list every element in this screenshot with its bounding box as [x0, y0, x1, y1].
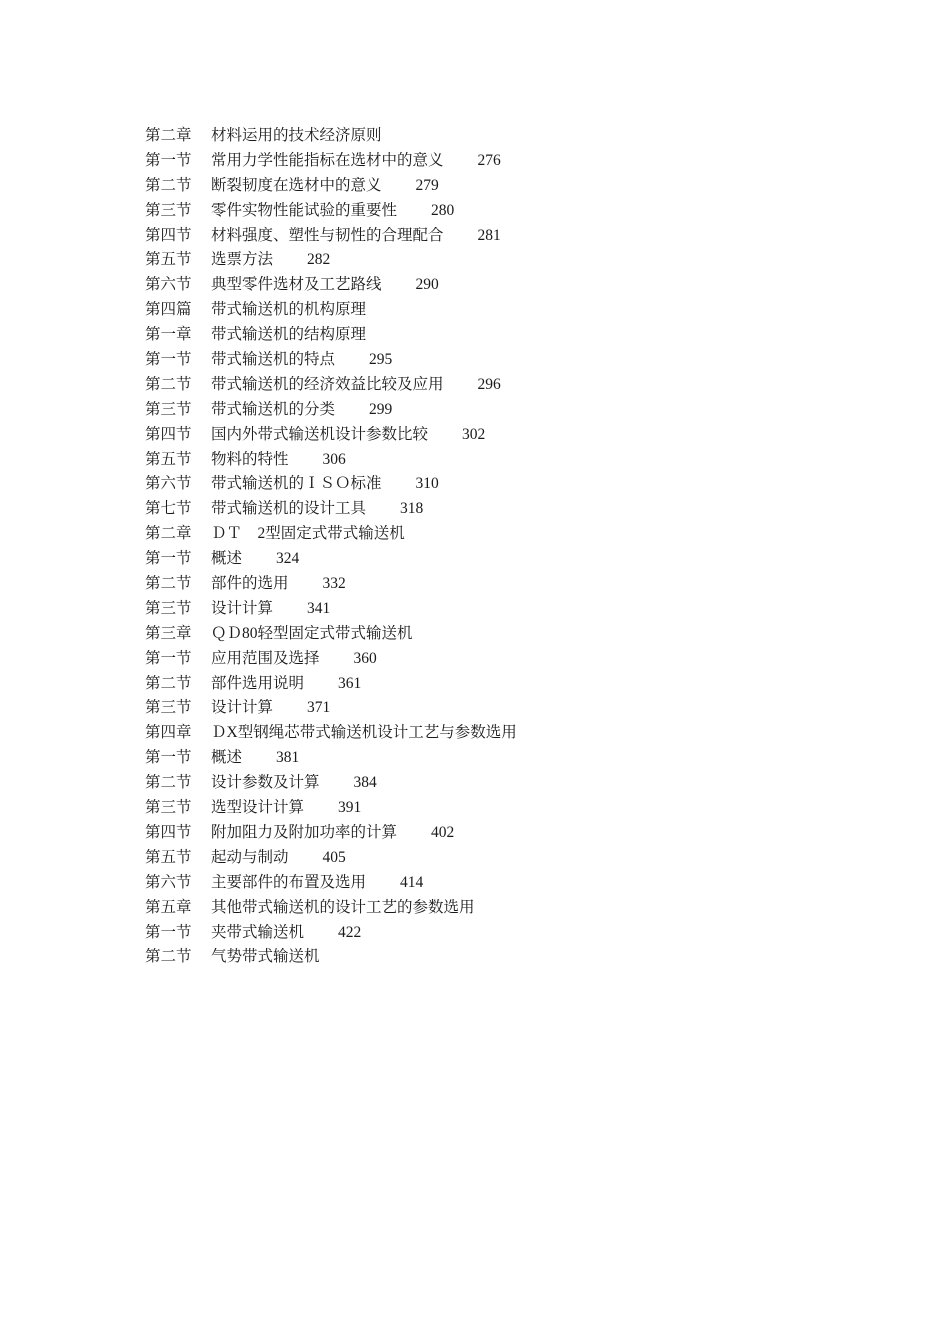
toc-entry [145, 398, 517, 423]
toc-entry [145, 896, 517, 921]
entry-title: 部件的选用 [211, 575, 289, 593]
entry-page-number: 405 [322, 848, 346, 866]
entry-page-number: 324 [276, 550, 300, 568]
toc-entry [145, 597, 517, 622]
entry-title: 主要部件的布置及选用 [211, 873, 367, 891]
toc-entry [145, 945, 517, 970]
entry-title: 带式输送机的机构原理 [211, 301, 367, 319]
entry-page-number: 280 [431, 201, 455, 219]
entry-title: 常用力学性能指标在选材中的意义 [211, 151, 444, 169]
entry-title: 带式输送机的特点 [211, 351, 336, 369]
entry-title: 国内外带式输送机设计参数比较 [211, 425, 429, 443]
entry-label: 第三节 [145, 400, 192, 418]
toc-entry [145, 423, 517, 448]
entry-title: 带式输送机的分类 [211, 400, 336, 418]
entry-title: 带式输送机的结构原理 [211, 326, 367, 344]
entry-title: 设计参数及计算 [211, 774, 320, 792]
entry-label: 第三节 [145, 201, 192, 219]
entry-title: 物料的特性 [211, 450, 289, 468]
entry-page-number: 282 [307, 251, 331, 269]
entry-page-number: 422 [338, 923, 362, 941]
toc-entry [145, 846, 517, 871]
entry-label: 第一节 [145, 749, 192, 767]
entry-title: 概述 [211, 550, 243, 568]
entry-label: 第五节 [145, 450, 192, 468]
entry-title: 起动与制动 [211, 848, 289, 866]
entry-label: 第一节 [145, 649, 192, 667]
entry-label: 第五节 [145, 251, 192, 269]
entry-label: 第四节 [145, 226, 192, 244]
entry-label: 第二节 [145, 948, 192, 966]
entry-title: 夹带式输送机 [211, 923, 305, 941]
entry-title: 材料强度、塑性与韧性的合理配合 [211, 226, 444, 244]
entry-label: 第六节 [145, 873, 192, 891]
entry-page-number: 295 [369, 351, 393, 369]
entry-label: 第四篇 [145, 301, 192, 319]
toc-entry [145, 696, 517, 721]
entry-page-number: 341 [307, 599, 331, 617]
entry-label: 第五章 [145, 898, 192, 916]
entry-label: 第四章 [145, 724, 192, 742]
entry-page-number: 299 [369, 400, 393, 418]
entry-page-number: 310 [415, 475, 439, 493]
entry-label: 第一章 [145, 326, 192, 344]
entry-label: 第四节 [145, 425, 192, 443]
entry-page-number: 384 [353, 774, 377, 792]
toc-entry [145, 871, 517, 896]
toc-entry [145, 174, 517, 199]
entry-title: 零件实物性能试验的重要性 [211, 201, 398, 219]
toc-entry [145, 821, 517, 846]
entry-title: ＤＴ 2型固定式带式输送机 [211, 525, 405, 543]
toc-entry [145, 522, 517, 547]
entry-title: ＱＤ80轻型固定式带式输送机 [211, 624, 413, 642]
toc-entry [145, 771, 517, 796]
entry-page-number: 360 [353, 649, 377, 667]
entry-page-number: 290 [415, 276, 439, 294]
toc-entry [145, 622, 517, 647]
toc-entry [145, 796, 517, 821]
entry-title: 设计计算 [211, 699, 274, 717]
toc-entry [145, 373, 517, 398]
toc-entry [145, 721, 517, 746]
entry-page-number: 402 [431, 823, 455, 841]
entry-page-number: 302 [462, 425, 486, 443]
toc-entry [145, 647, 517, 672]
entry-page-number: 318 [400, 500, 424, 518]
toc-entry [145, 448, 517, 473]
entry-title: 附加阻力及附加功率的计算 [211, 823, 398, 841]
entry-label: 第一节 [145, 550, 192, 568]
entry-label: 第二节 [145, 176, 192, 194]
entry-label: 第二节 [145, 375, 192, 393]
entry-label: 第六节 [145, 276, 192, 294]
entry-label: 第二节 [145, 575, 192, 593]
entry-title: 带式输送机的设计工具 [211, 500, 367, 518]
entry-page-number: 276 [477, 151, 501, 169]
entry-title: ＤX型钢绳芯带式输送机设计工艺与参数选用 [211, 724, 517, 742]
entry-label: 第一节 [145, 351, 192, 369]
entry-title: 断裂韧度在选材中的意义 [211, 176, 382, 194]
entry-page-number: 281 [477, 226, 501, 244]
entry-page-number: 414 [400, 873, 424, 891]
entry-label: 第七节 [145, 500, 192, 518]
entry-title: 带式输送机的ＩＳＯ标准 [211, 475, 382, 493]
entry-label: 第三节 [145, 799, 192, 817]
toc-entry [145, 323, 517, 348]
entry-title: 其他带式输送机的设计工艺的参数选用 [211, 898, 475, 916]
entry-label: 第二章 [145, 525, 192, 543]
toc-entry [145, 273, 517, 298]
entry-label: 第一节 [145, 923, 192, 941]
entry-label: 第六节 [145, 475, 192, 493]
entry-label: 第二节 [145, 674, 192, 692]
entry-label: 第一节 [145, 151, 192, 169]
entry-label: 第三节 [145, 699, 192, 717]
toc-entry [145, 746, 517, 771]
entry-label: 第二章 [145, 127, 192, 144]
entry-title: 选票方法 [211, 251, 274, 269]
entry-page-number: 381 [276, 749, 300, 767]
entry-label: 第四节 [145, 823, 192, 841]
toc-entry [145, 124, 517, 149]
toc-entry [145, 497, 517, 522]
entry-title: 带式输送机的经济效益比较及应用 [211, 375, 444, 393]
entry-title: 概述 [211, 749, 243, 767]
toc-entry [145, 298, 517, 323]
entry-page-number: 391 [338, 799, 362, 817]
toc-entry [145, 149, 517, 174]
entry-title: 应用范围及选择 [211, 649, 320, 667]
entry-page-number: 361 [338, 674, 362, 692]
entry-label: 第五节 [145, 848, 192, 866]
toc-entry [145, 672, 517, 697]
entry-title: 部件选用说明 [211, 674, 305, 692]
entry-title: 气势带式输送机 [211, 948, 320, 966]
entry-page-number: 332 [322, 575, 346, 593]
toc-entry [145, 348, 517, 373]
entry-page-number: 296 [477, 375, 501, 393]
toc-entry [145, 199, 517, 224]
entry-title: 典型零件选材及工艺路线 [211, 276, 382, 294]
toc-entry [145, 572, 517, 597]
entry-title: 材料运用的技术经济原则 [211, 127, 382, 144]
entry-label: 第二节 [145, 774, 192, 792]
toc-entry [145, 248, 517, 273]
entry-title: 选型设计计算 [211, 799, 305, 817]
entry-page-number: 279 [415, 176, 439, 194]
entry-label: 第三节 [145, 599, 192, 617]
toc-entry [145, 224, 517, 249]
toc-entry [145, 921, 517, 946]
entry-page-number: 371 [307, 699, 331, 717]
entry-title: 设计计算 [211, 599, 274, 617]
table-of-contents [145, 124, 517, 970]
toc-entry [145, 472, 517, 497]
entry-label: 第三章 [145, 624, 192, 642]
entry-page-number: 306 [322, 450, 346, 468]
toc-entry [145, 547, 517, 572]
